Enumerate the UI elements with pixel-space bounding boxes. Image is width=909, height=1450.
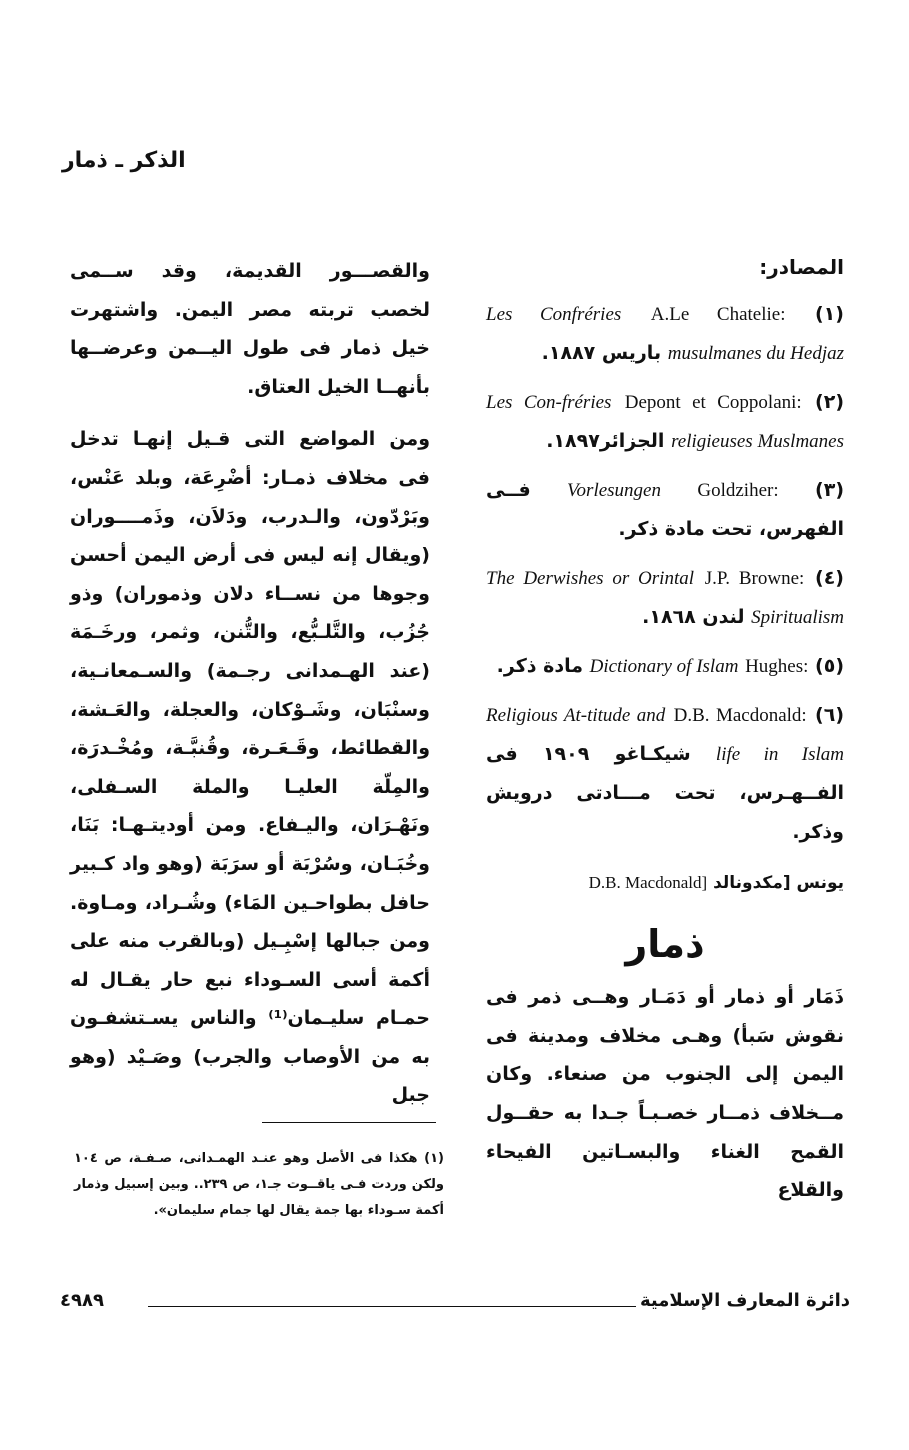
journal-name: دائرة المعارف الإسلامية <box>639 1290 850 1311</box>
source-rest: شيكـاغو ١٩٠٩ فى الفــهـرس، تحت مـــادتى درويش وذكر. <box>486 742 844 843</box>
article-title: ذمار <box>625 922 705 967</box>
source-title: Les Confréries musulmanes du Hedjaz <box>486 303 844 364</box>
source-number: (٥) <box>815 654 844 677</box>
source-title: Dictionary of Islam <box>589 655 739 677</box>
footnote: (١) هكذا فى الأصل وهو عنـد الهمـدانى، صـفـة، ص ١٠٤ ولكن وردت فـى ياقــوت جـ١، ص ٢٣٩.. وبين إسبيل وذمار أكمة سـوداء بها جمة يقال لها جمام سليمان». <box>74 1151 445 1218</box>
article-body: ذَمَار أو ذمار أو دَمَـار وهــى ‎ذمر‎ فى نقوش سَبأ) وهـى مخلاف ومدينة فى اليمن إلى الجنوب من صنعاء. وكان مــخلاف ذمــار خصـبـاً جـدا به حقــول القمح الغناء والبسـاتين الفيحاء والقلاع <box>486 986 844 1202</box>
source-title: Les Con-fréries religieuses Muslmanes <box>486 391 844 452</box>
source-number: (٢) <box>815 390 845 413</box>
source-number: (٤) <box>815 566 844 589</box>
source-author: Depont et Coppolani: <box>624 391 802 413</box>
left-column <box>70 252 430 1129</box>
source-author: Goldziher: <box>697 479 779 501</box>
paragraph: والقصـــور القديمة، وقد ســمى لخصب تربته مصر اليمن. واشتهرت خيل ذمار فى طول اليــمن وعرضــها بأنهــا الخيل العتاق. <box>70 260 430 398</box>
source-entry <box>486 295 844 373</box>
source-title: Vorlesungen <box>567 479 661 501</box>
source-author: J.P. Browne: <box>704 567 805 589</box>
footnote-divider <box>262 1122 436 1123</box>
source-entry <box>486 696 844 852</box>
source-number: (٦) <box>815 703 844 726</box>
sources-heading: المصادر: <box>759 255 844 279</box>
source-rest: باريس ١٨٨٧. <box>541 341 662 364</box>
signature-arabic: يونس [مكدونالد <box>713 872 844 893</box>
source-entry <box>486 647 844 686</box>
source-author: Hughes: <box>745 655 809 677</box>
author-signature <box>486 864 844 903</box>
paragraph: ومن المواضع التى قـيل إنهـا تدخل فى مخلاف ذمـار: أضْرِعَة، وبلد عَنْس، وبَرْدّون، والـدرب، ودَلاَن، وذَمــــوران (ويقال إنه ليس فى أرض اليمن أحسن وجوها من نســاء دلان وذموران) وذو جُزُب، والتَّلـبُّع، والتُّنن، وثمر، ورخَـمَة (عند الهـمدانى رجـمة) والسـمعانـية، وسنْبَان، وشَـوْكان، والعجلة، والعَـشة، والقطائط، وقَـعَـرة، وقُنبَّـة، ومُخْـدرَة، والمِلّة العليـا والملة السـفلى، ونَهْـرَان، واليـفاع. ومن أوديتـهـا: بَنَا، وخُبَـان، وسُرْبَة أو سرَبَة (وهو واد كـبير حافل بطواحـين المَاء) وشُـراد، ومـاوة. ومن جبالها إسْبِـيل (وبالقرب منه على أكمة أسى السـوداء نبع حار يقـال له حمـام سليـمان⁽¹⁾ والناس يسـتشفـون به من الأوصاب والجرب) وصَـيْد (وهو جبل <box>70 428 430 1107</box>
right-column <box>486 248 844 1210</box>
source-number: (١) <box>814 302 844 325</box>
source-rest: فــى الفهرس، تحت مادة ذكر. <box>486 478 844 540</box>
source-author: A.Le Chatelie: <box>650 303 786 325</box>
source-entry <box>486 471 844 549</box>
source-number: (٣) <box>815 478 845 501</box>
page-number: ٤٩٨٩ <box>60 1290 104 1311</box>
source-rest: مادة ذكر. <box>496 654 583 677</box>
source-rest: الجزائر١٨٩٧. <box>546 429 665 452</box>
source-entry <box>486 383 844 461</box>
page-footer <box>60 1290 850 1320</box>
source-title: Religious At-titude and life in Islam <box>486 704 845 765</box>
source-author: D.B. Macdonald: <box>673 704 807 726</box>
signature-latin: D.B. Macdonald] <box>588 872 708 892</box>
source-entry <box>486 559 844 637</box>
footer-rule <box>148 1306 636 1307</box>
source-title: The Derwishes or Orintal Spiritualism <box>486 567 844 628</box>
running-head: الذكر ـ ذمار <box>62 148 186 173</box>
source-rest: لندن ١٨٦٨. <box>642 605 745 628</box>
